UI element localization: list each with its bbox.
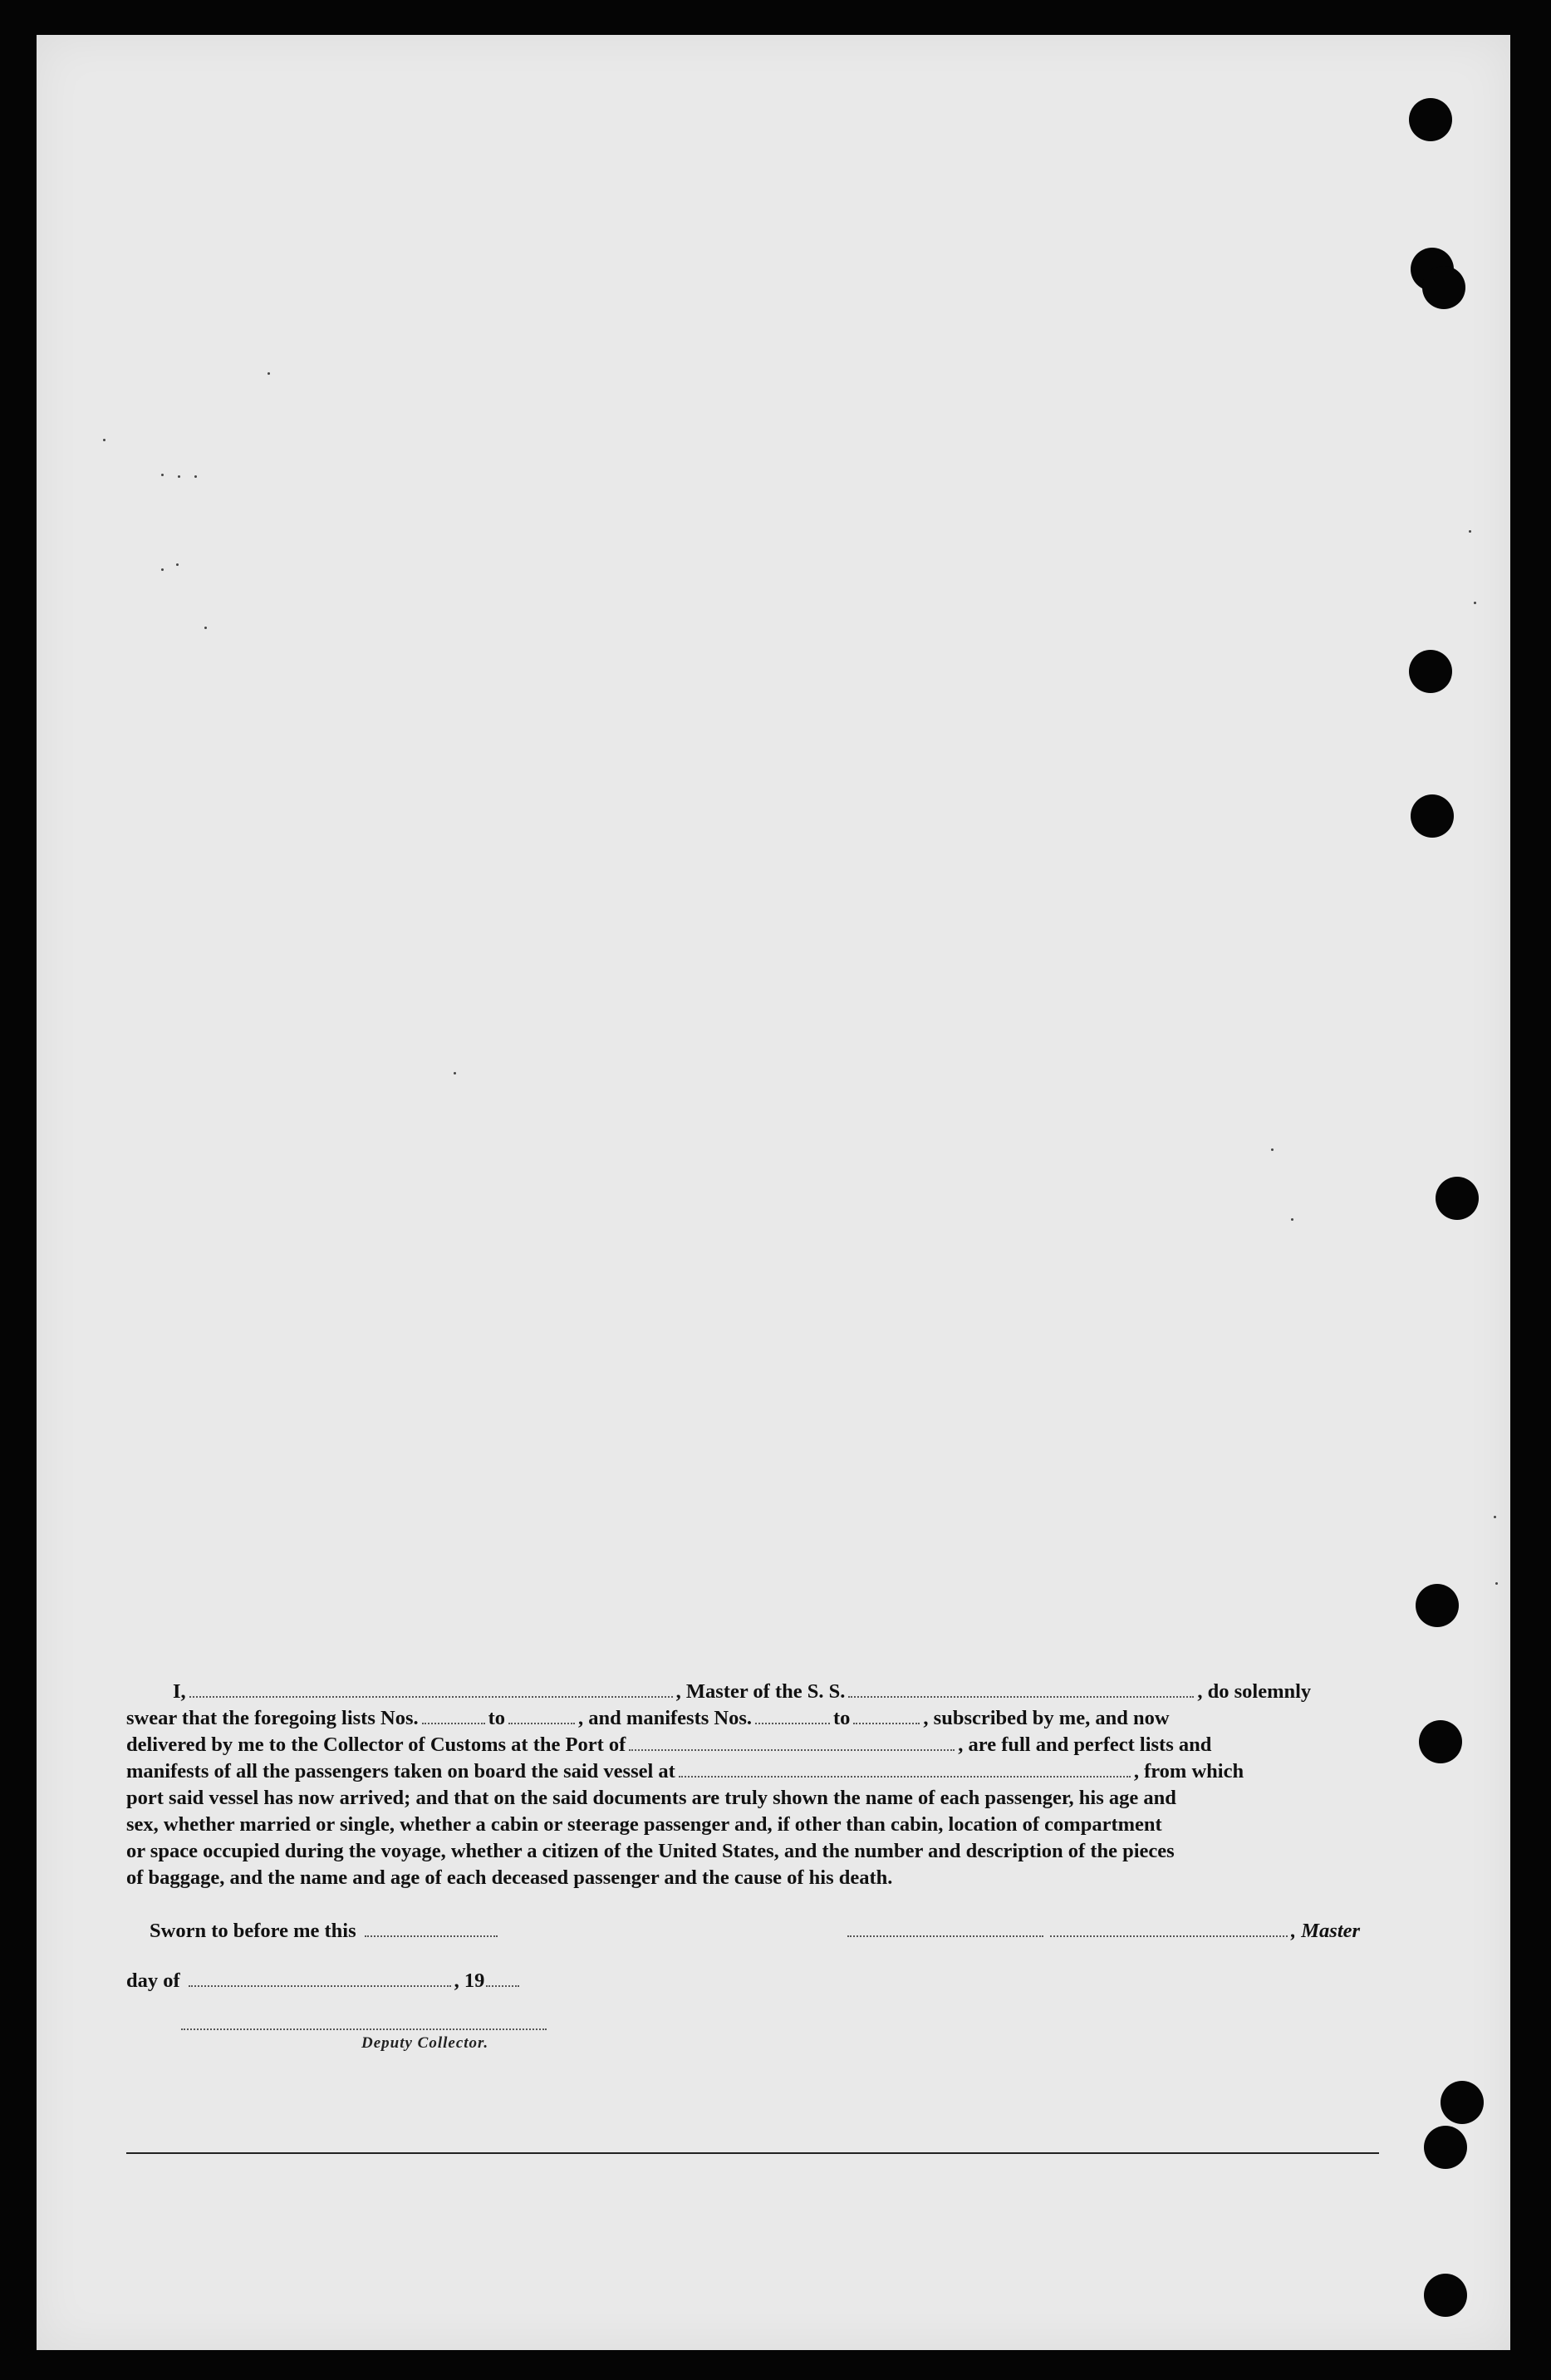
day-of-row — [126, 1969, 523, 1993]
taken-on-board-label: manifests of all the passengers taken on board the said vessel at — [126, 1760, 675, 1783]
punch-hole — [1416, 1584, 1459, 1627]
oath-line-4 — [126, 1760, 1377, 1787]
to-label: to — [833, 1707, 851, 1729]
scan-speck — [1271, 1148, 1274, 1151]
oath-line-2 — [126, 1707, 1377, 1733]
deputy-collector-label: Deputy Collector. — [361, 2034, 489, 2052]
departure-port-field[interactable] — [679, 1761, 1131, 1778]
oath-i-label: I, — [173, 1680, 186, 1703]
to-label: to — [488, 1707, 506, 1729]
scan-speck — [1494, 1516, 1496, 1518]
sworn-label: Sworn to before me this — [150, 1920, 356, 1942]
punch-hole — [1424, 2274, 1467, 2317]
punch-hole — [1409, 98, 1452, 141]
port-field[interactable] — [629, 1734, 955, 1751]
scan-speck — [178, 475, 180, 478]
collector-port-label: delivered by me to the Collector of Customs at the Port of — [126, 1733, 626, 1756]
scan-speck — [161, 474, 164, 476]
scan-speck — [454, 1072, 456, 1074]
full-and-perfect-label: , are full and perfect lists and — [958, 1733, 1212, 1756]
scan-speck — [267, 372, 270, 375]
punch-hole — [1409, 650, 1452, 693]
oath-text: sex, whether married or single, whether a cabin or steerage passenger and, if other than cabin, location of compartment — [126, 1813, 1162, 1836]
punch-hole — [1411, 794, 1454, 838]
do-solemnly-label: , do solemnly — [1197, 1680, 1312, 1703]
from-which-label: , from which — [1133, 1760, 1244, 1783]
scan-speck — [103, 439, 106, 441]
scan-speck — [204, 627, 207, 629]
oath-line-8 — [126, 1866, 1377, 1893]
master-oath-paragraph — [126, 1680, 1377, 1893]
oath-text: port said vessel has now arrived; and that on the said documents are truly shown the name of each passenger, his age and — [126, 1787, 1176, 1809]
scan-speck — [1495, 1582, 1498, 1585]
manifests-from-field[interactable] — [755, 1708, 830, 1724]
oath-text: or space occupied during the voyage, whether a citizen of the United States, and the number and description of the pieces — [126, 1840, 1175, 1862]
scan-speck — [194, 475, 197, 478]
master-name-field[interactable] — [189, 1681, 673, 1698]
ship-name-field[interactable] — [848, 1681, 1194, 1698]
scan-speck — [161, 568, 164, 571]
master-signature-field-2[interactable] — [1050, 1920, 1288, 1937]
month-field[interactable] — [189, 1970, 451, 1987]
sworn-row — [150, 1920, 501, 1943]
document-page — [37, 35, 1510, 2350]
scan-speck — [1474, 602, 1476, 604]
oath-line-7 — [126, 1840, 1377, 1866]
bottom-rule — [126, 2152, 1379, 2154]
punch-hole — [1441, 2081, 1484, 2124]
master-suffix: , Master — [1291, 1920, 1361, 1942]
manifests-nos-label: , and manifests Nos. — [578, 1707, 752, 1729]
punch-hole — [1419, 1720, 1462, 1763]
lists-from-field[interactable] — [422, 1708, 485, 1724]
punch-hole — [1436, 1177, 1479, 1220]
master-signature-field[interactable] — [847, 1920, 1043, 1937]
day-of-label: day of — [126, 1969, 180, 1992]
master-of-ss-label: , Master of the S. S. — [675, 1680, 846, 1703]
lists-nos-label: swear that the foregoing lists Nos. — [126, 1707, 419, 1729]
deputy-signature-field[interactable] — [181, 2028, 547, 2030]
sworn-date-field[interactable] — [365, 1920, 498, 1937]
oath-line-5 — [126, 1787, 1377, 1813]
scan-speck — [1469, 530, 1471, 533]
oath-text: of baggage, and the name and age of each deceased passenger and the cause of his death. — [126, 1866, 893, 1889]
punch-hole — [1422, 266, 1465, 309]
scan-speck — [176, 563, 179, 566]
subscribed-label: , subscribed by me, and now — [923, 1707, 1170, 1729]
punch-hole — [1424, 2126, 1467, 2169]
oath-line-3 — [126, 1733, 1377, 1760]
oath-line-6 — [126, 1813, 1377, 1840]
year-field[interactable] — [486, 1970, 519, 1987]
oath-line-1 — [126, 1680, 1377, 1707]
lists-to-field[interactable] — [508, 1708, 575, 1724]
scan-speck — [1291, 1218, 1293, 1221]
year-prefix: , 19 — [454, 1969, 485, 1992]
master-signature-row — [844, 1920, 1360, 1943]
manifests-to-field[interactable] — [853, 1708, 920, 1724]
